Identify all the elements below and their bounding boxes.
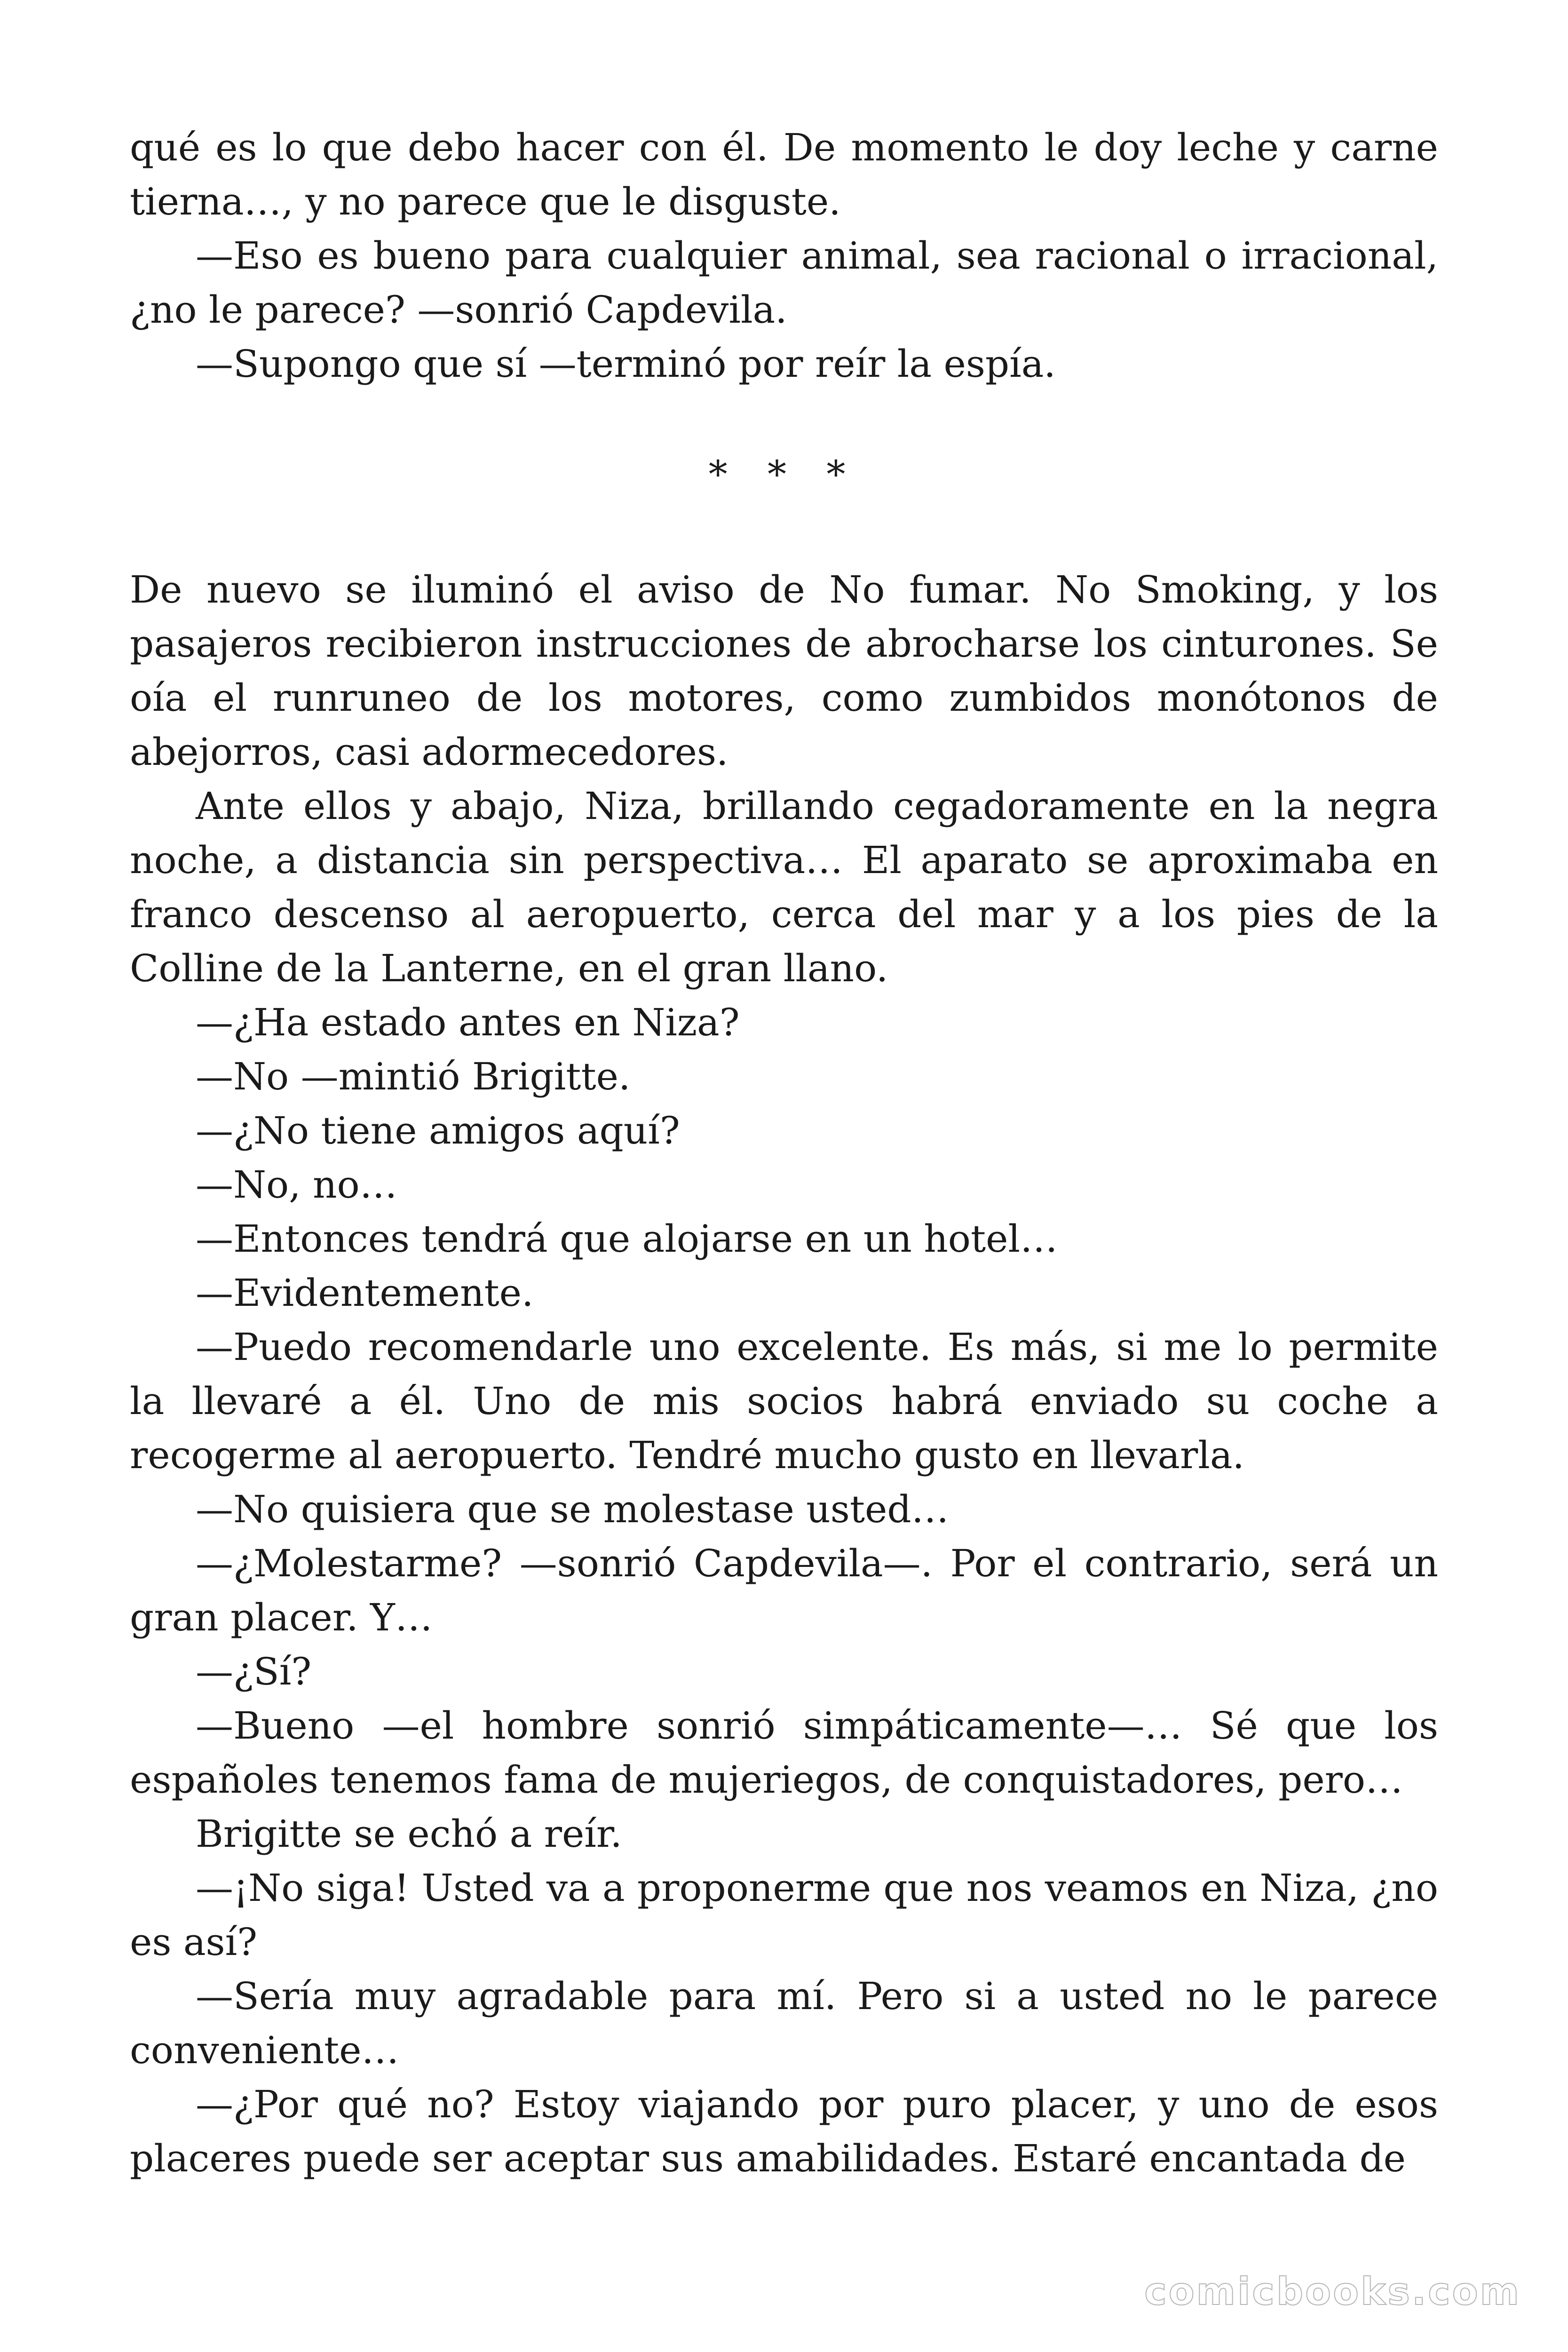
paragraph: —Supongo que sí —terminó por reír la espía. xyxy=(196,342,1056,386)
page-body xyxy=(130,120,1438,2185)
dialogue-line: —¿Ha estado antes en Niza? xyxy=(196,1001,740,1044)
scene-break: * * * xyxy=(708,453,860,496)
dialogue-line: —¿No tiene amigos aquí? xyxy=(196,1109,680,1152)
dialogue-line: —¿Molestarme? —sonrió Capdevila—. Por el contrario, será un gran placer. Y… xyxy=(130,1542,1438,1639)
dialogue-line: —¡No siga! Usted va a proponerme que nos veamos en Niza, ¿no es así? xyxy=(130,1866,1438,1964)
dialogue-line: —Sería muy agradable para mí. Pero si a usted no le parece conveniente… xyxy=(130,1974,1438,2072)
dialogue-line: —No —mintió Brigitte. xyxy=(196,1055,631,1098)
dialogue-line: —Bueno —el hombre sonrió simpáticamente—… Sé que los españoles tenemos fama de mujeriegos, de conquistadores, pero… xyxy=(130,1704,1438,1802)
paragraph: Brigitte se echó a reír. xyxy=(196,1812,622,1856)
paragraph: Ante ellos y abajo, Niza, brillando cegadoramente en la negra noche, a distancia sin perspectiva… El aparato se aproximaba en franco descenso al aeropuerto, cerca del mar y a los pies de la Colline de la Lanterne, en el gran llano. xyxy=(130,784,1438,990)
dialogue-line: —No quisiera que se molestase usted… xyxy=(196,1487,949,1531)
paragraph: —Eso es bueno para cualquier animal, sea racional o irracional, ¿no le parece? —sonrió Capdevila. xyxy=(130,234,1438,332)
paragraph: qué es lo que debo hacer con él. De momento le doy leche y carne tierna…, y no parece que le disguste. xyxy=(130,126,1438,223)
dialogue-line: —Puedo recomendarle uno excelente. Es más, si me lo permite la llevaré a él. Uno de mis socios habrá enviado su coche a recogerme al aeropuerto. Tendré mucho gusto en llevarla. xyxy=(130,1325,1438,1477)
dialogue-line: —¿Por qué no? Estoy viajando por puro placer, y uno de esos placeres puede ser aceptar sus amabilidades. Estaré encantada de xyxy=(130,2082,1438,2180)
text-block-after-break xyxy=(130,563,1438,2185)
watermark: comicbooks.com xyxy=(1144,2270,1521,2313)
dialogue-line: —No, no… xyxy=(196,1163,397,1207)
dialogue-line: —Entonces tendrá que alojarse en un hotel… xyxy=(196,1217,1058,1261)
dialogue-line: —Evidentemente. xyxy=(196,1271,534,1315)
text-block-before-break xyxy=(130,120,1438,391)
dialogue-line: —¿Sí? xyxy=(196,1650,312,1693)
paragraph: De nuevo se iluminó el aviso de No fumar. No Smoking, y los pasajeros recibieron instrucciones de abrocharse los cinturones. Se oía el runruneo de los motores, como zumbidos monótonos de abejorros, casi adormecedores. xyxy=(130,568,1438,774)
